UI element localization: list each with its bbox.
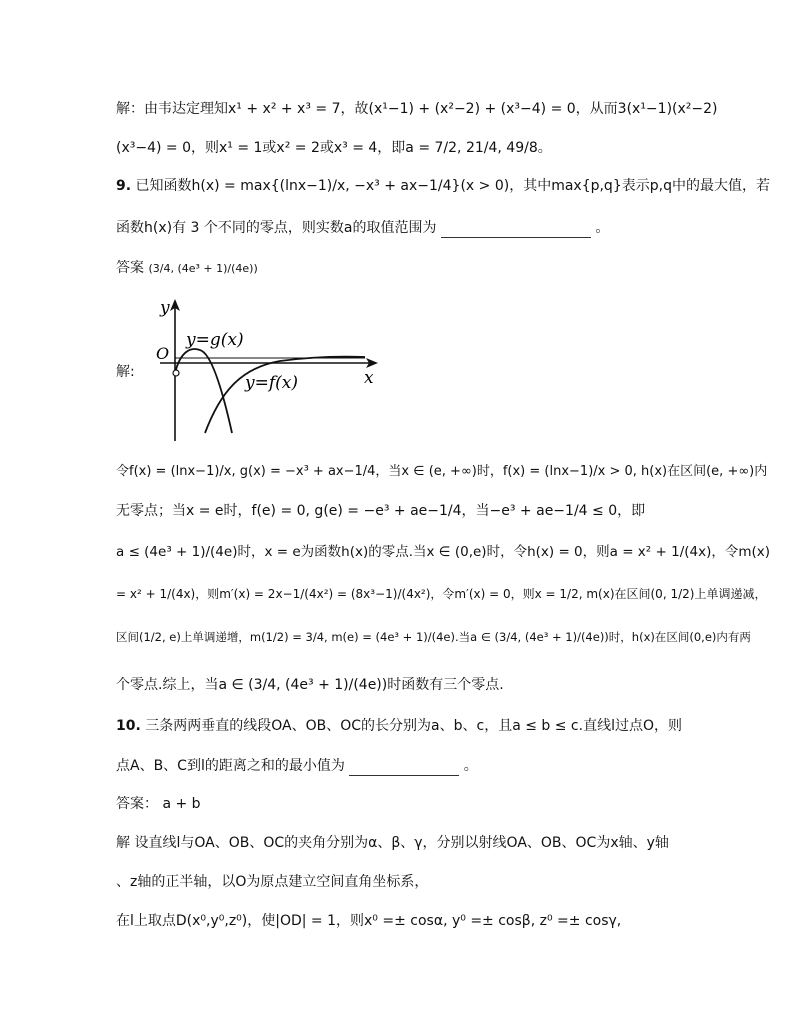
graph-label-x: x [364,368,374,388]
q9-solution-line-5: 区间(1/2, e)上单调递增，m(1/2) = 3/4, m(e) = (4e³ + 1)/(4e).当a ∈ (3/4, (4e³ + 1)/(4e))时，h(x)在区间(0,e)内有两 [116,630,751,644]
q10-answer [116,794,201,814]
q9-solution-line-2: 无零点；当x = e时，f(e) = 0, g(e) = −e³ + ae−1/4，当−e³ + ae−1/4 ≤ 0，即 [116,503,646,519]
q10-solution-line-3: 在l上取点D(x⁰,y⁰,z⁰)，使|OD| = 1，则x⁰ =± cosα, y⁰ =± cosβ, z⁰ =± cosγ, [116,913,622,929]
q10-answer-value: a + b [162,796,201,812]
graph-label-f: y=f(x) [245,373,298,393]
q10-stem-text-2: 点A、B、C到l的距离之和的最小值为 [116,758,345,774]
q9-answer-label: 答案 [116,260,144,276]
q9-solution-line-4: = x² + 1/(4x)，则m′(x) = 2x−1/(4x²) = (8x³−1)/(4x²)，令m′(x) = 0，则x = 1/2, m(x)在区间(0, 1/2)上单调递减， [116,587,767,601]
q9-solution-label: 解: [116,364,135,380]
q9-answer [116,258,258,279]
q9-stem-line-2 [116,218,609,238]
q10-stem-line-1 [116,716,682,736]
q9-solution-line-3: a ≤ (4e³ + 1)/(4e)时，x = e为函数h(x)的零点.当x ∈ (0,e)时，令h(x) = 0，则a = x² + 1/(4x)，令m(x) [116,544,771,560]
q8-solution-line-1: 解：由韦达定理知x¹ + x² + x³ = 7，故(x¹−1) + (x²−2) + (x³−4) = 0，从而3(x¹−1)(x²−2) [116,101,718,117]
q10-solution-line-2: 、z轴的正半轴，以O为原点建立空间直角坐标系， [116,874,429,890]
q9-function-graph [150,293,390,443]
q10-solution-line-1: 解 设直线l与OA、OB、OC的夹角分别为α、β、γ，分别以射线OA、OB、OC为x轴、y轴 [116,835,669,851]
q8-solution-line-2: (x³−4) = 0，则x¹ = 1或x² = 2或x³ = 4，即a = 7/2, 21/4, 49/8。 [116,140,552,156]
q9-blank-end: 。 [595,220,610,236]
q10-stem-line-2 [116,756,478,776]
origin-circle [173,370,179,376]
q9-stem-text-2: 函数h(x)有 3 个不同的零点，则实数a的取值范围为 [116,220,437,236]
q10-number: 10. [116,718,141,734]
q10-blank-end: 。 [463,758,478,774]
graph-label-g: y=g(x) [186,330,244,350]
q9-stem-line-1 [116,176,770,196]
g-curve [175,349,232,433]
q9-solution-line-1: 令f(x) = (lnx−1)/x, g(x) = −x³ + ax−1/4，当x ∈ (e, +∞)时，f(x) = (lnx−1)/x > 0, h(x)在区间(e, +∞)内 [116,464,768,479]
q10-answer-label: 答案： [116,796,158,812]
q9-answer-blank [441,223,591,238]
graph-label-o: O [156,344,170,363]
q9-stem-text-1: 已知函数h(x) = max{(lnx−1)/x, −x³ + ax−1/4}(x > 0)，其中max{p,q}表示p,q中的最大值，若 [135,178,770,194]
q10-answer-blank [349,761,459,776]
q9-number: 9. [116,178,132,194]
q9-answer-value: (3/4, (4e³ + 1)/(4e)) [148,262,258,275]
q10-stem-text-1: 三条两两垂直的线段OA、OB、OC的长分别为a、b、c，且a ≤ b ≤ c.直线l过点O，则 [145,718,682,734]
graph-label-y: y [160,298,170,318]
q9-solution-line-6: 个零点.综上，当a ∈ (3/4, (4e³ + 1)/(4e))时函数有三个零点. [116,677,504,693]
